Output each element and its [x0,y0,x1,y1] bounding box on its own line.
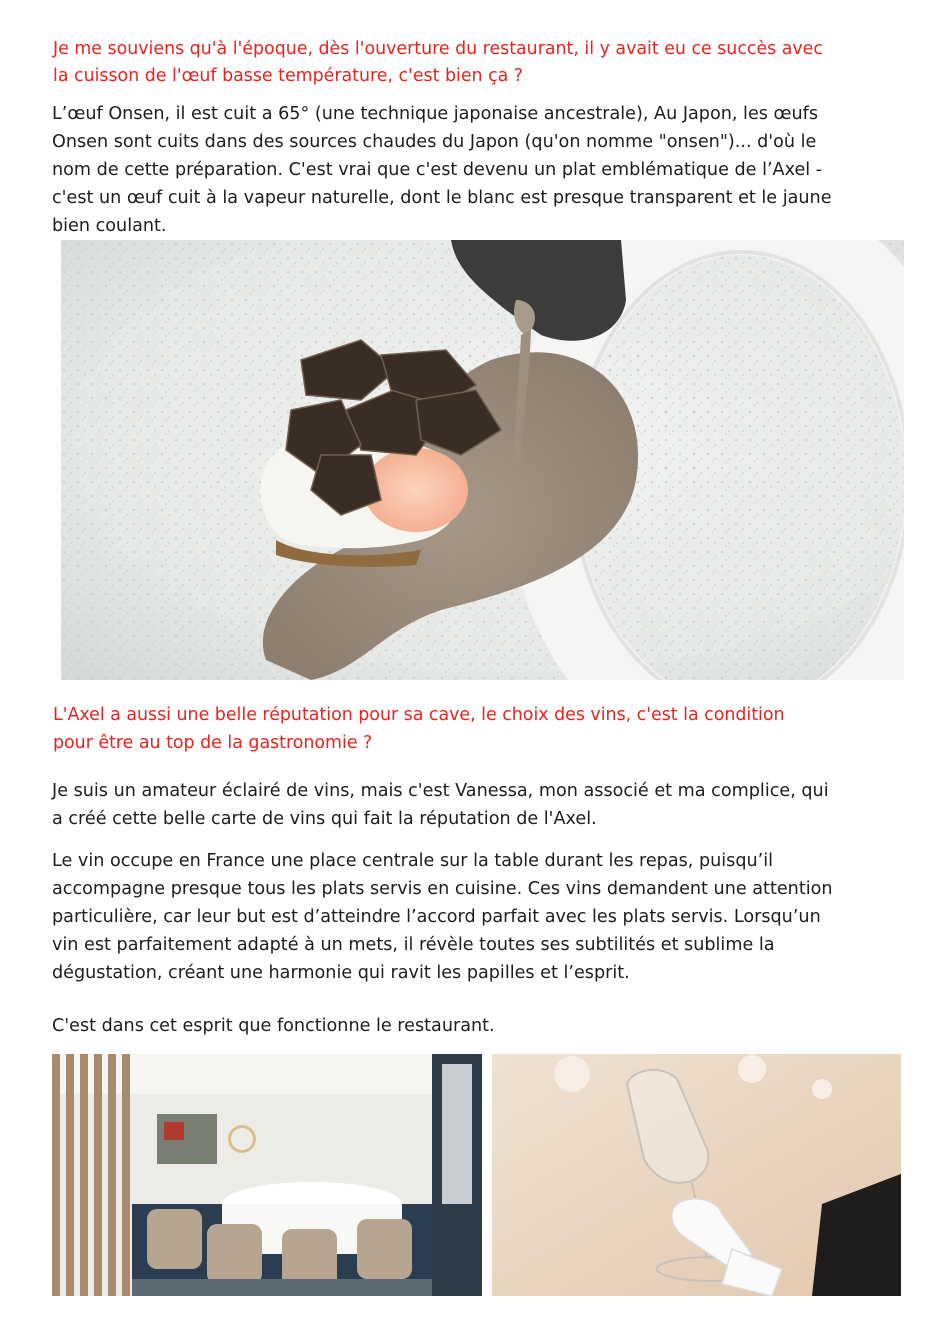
onsen-egg-truffle-photo [61,240,904,680]
answer-2-p2-line-4: vin est parfaitement adapté à un mets, il révèle toutes ses subtilités et sublime la [52,935,775,955]
answer-1-line-1: L’œuf Onsen, il est cuit a 65° (une technique japonaise ancestrale), Au Japon, les œufs [52,104,819,124]
answer-1-line-5: bien coulant. [52,216,167,236]
question-2-line-2: pour être au top de la gastronomie ? [53,733,373,753]
answer-2-p3: C'est dans cet esprit que fonctionne le restaurant. [52,1016,495,1036]
answer-1-line-2: Onsen sont cuits dans des sources chaudes du Japon (qu'on nomme "onsen")... d'où le [52,132,817,152]
dining-room-photo [52,1054,482,1296]
answer-2-p2-line-3: particulière, car leur but est d’atteindre l’accord parfait avec les plats servis. Lorsqu’un [52,907,821,927]
wine-glass-photo [492,1054,901,1296]
answer-1-line-3: nom de cette préparation. C'est vrai que c'est devenu un plat emblématique de l’Axel - [52,160,823,180]
question-1-line-2: la cuisson de l'œuf basse température, c'est bien ça ? [53,66,524,86]
answer-2-p2-line-5: dégustation, créant une harmonie qui ravit les papilles et l’esprit. [52,963,630,983]
question-2-line-1: L'Axel a aussi une belle réputation pour sa cave, le choix des vins, c'est la condition [53,705,785,725]
answer-1-line-4: c'est un œuf cuit à la vapeur naturelle, dont le blanc est presque transparent et le jaune [52,188,832,208]
answer-2-p2-line-2: accompagne presque tous les plats servis en cuisine. Ces vins demandent une attention [52,879,833,899]
answer-2-p2-line-1: Le vin occupe en France une place centrale sur la table durant les repas, puisqu’il [52,851,774,871]
question-1-line-1: Je me souviens qu'à l'époque, dès l'ouverture du restaurant, il y avait eu ce succès avec [53,39,823,59]
answer-2-p1-line-1: Je suis un amateur éclairé de vins, mais c'est Vanessa, mon associé et ma complice, qui [52,781,829,801]
answer-2-p1-line-2: a créé cette belle carte de vins qui fait la réputation de l'Axel. [52,809,597,829]
